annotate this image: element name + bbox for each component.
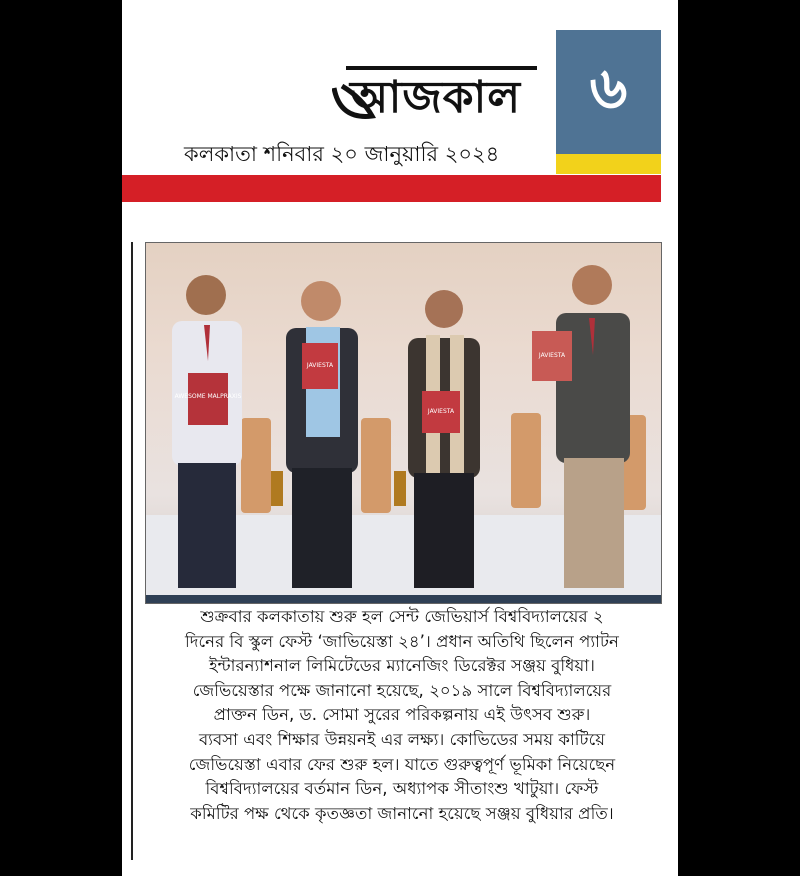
masthead-logo xyxy=(332,58,542,128)
caption-line: জেভিয়েস্তার পক্ষে জানানো হয়েছে, ২০১৯ সালে বিশ্ববিদ্যালয়ের xyxy=(192,680,612,700)
caption-line: জেভিয়েস্তা এবার ফের শুরু হল। যাতে গুরুত্বপূর্ণ ভূমিকা নিয়েছেন xyxy=(188,754,616,774)
svg-text:JAVIESTA: JAVIESTA xyxy=(538,352,566,359)
page-number: ৬ xyxy=(589,53,628,122)
yellow-strip xyxy=(556,154,661,174)
person-3 xyxy=(408,290,480,588)
caption-line: ব্যবসা এবং শিক্ষার উন্নয়নই এর লক্ষ্য। কোভিডের সময় কাটিয়ে xyxy=(198,729,606,749)
event-photo xyxy=(145,242,662,604)
caption-line: কমিটির পক্ষ থেকে কৃতজ্ঞতা জানানো হয়েছে সঞ্জয় বুধিয়ার প্রতি। xyxy=(190,803,614,823)
svg-text:AWESOME MALPRAXIS: AWESOME MALPRAXIS xyxy=(174,393,242,400)
column-rule xyxy=(131,242,133,860)
photo-illustration xyxy=(146,243,661,603)
dateline: কলকাতা শনিবার ২০ জানুয়ারি ২০২৪ xyxy=(184,142,500,166)
caption-line: বিশ্ববিদ্যালয়ের বর্তমান ডিন, অধ্যাপক সীতাংশু খাটুয়া। ফেস্ট xyxy=(205,779,599,799)
person-2 xyxy=(286,281,358,588)
photo-caption xyxy=(144,605,660,826)
person-1 xyxy=(172,275,242,588)
svg-text:JAVIESTA: JAVIESTA xyxy=(427,408,455,415)
newspaper-page xyxy=(122,0,678,876)
newspaper-title: আজকাল xyxy=(350,72,522,123)
svg-text:JAVIESTA: JAVIESTA xyxy=(306,362,334,369)
page-number-box xyxy=(556,30,661,154)
caption-line: ইন্টারন্যাশনাল লিমিটেডের ম্যানেজিং ডিরেক্টর সঞ্জয় বুধিয়া। xyxy=(209,656,595,676)
caption-line: প্রাক্তন ডিন, ড. সোমা সুরের পরিকল্পনায় এই উৎসব শুরু। xyxy=(213,705,591,725)
red-bar xyxy=(122,175,661,202)
caption-line: দিনের বি স্কুল ফেস্ট ‘জাভিয়েস্তা ২৪’। প্রধান অতিথি ছিলেন প্যাটন xyxy=(185,631,619,651)
caption-line: শুক্রবার কলকাতায় শুরু হল সেন্ট জেভিয়ার্স বিশ্ববিদ্যালয়ের ২ xyxy=(200,607,604,626)
